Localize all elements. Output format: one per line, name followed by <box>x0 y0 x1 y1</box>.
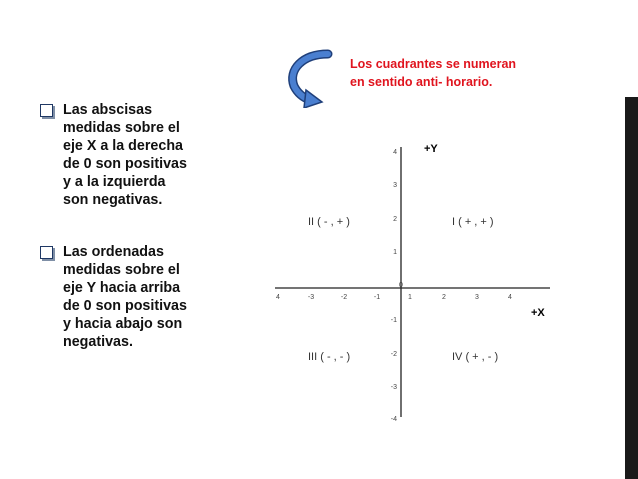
x-tick-label: -3 <box>307 294 315 301</box>
origin-label: 0 <box>399 282 403 289</box>
bullet-line: medidas sobre el <box>63 262 180 278</box>
bullet-line: de 0 son positivas <box>63 298 187 314</box>
bullet-line: de 0 son positivas <box>63 156 187 172</box>
bullet-line: Las abscisas <box>63 102 153 118</box>
bullet-line: y a la izquierda <box>63 174 166 190</box>
side-accent-dark <box>625 97 638 479</box>
bullet-line: y hacia abajo son <box>63 316 183 332</box>
quadrant-ii-label: II ( - , + ) <box>308 216 350 228</box>
quadrant-iv-label: IV ( + , - ) <box>452 351 499 363</box>
cartesian-plane <box>270 135 560 425</box>
bullet-line: Las ordenadas <box>63 244 164 260</box>
checkbox-bullet-icon <box>40 104 53 117</box>
quadrant-numbering-note <box>350 55 590 91</box>
bullet-list <box>40 101 240 385</box>
x-tick-label: 4 <box>508 294 512 301</box>
quadrant-iii-label: III ( - , - ) <box>308 351 351 363</box>
bullet-line: son negativas. <box>63 192 163 208</box>
checkbox-bullet-icon <box>40 246 53 259</box>
y-tick-label: 1 <box>393 249 397 256</box>
y-tick-label: -4 <box>390 416 397 423</box>
x-tick-label: -2 <box>340 294 348 301</box>
y-tick-label: 4 <box>393 149 397 156</box>
bullet-line: eje X a la derecha <box>63 138 184 154</box>
y-tick-label: -2 <box>390 351 397 358</box>
bullet-abscisas <box>40 101 240 209</box>
bullet-ordenadas <box>40 243 240 351</box>
x-tick-label: 2 <box>442 294 446 301</box>
y-tick-label: 3 <box>393 182 397 189</box>
bullet-line: negativas. <box>63 334 133 350</box>
x-tick-label: 3 <box>475 294 479 301</box>
quadrant-i-label: I ( + , + ) <box>452 216 494 228</box>
note-line: Los cuadrantes se numeran <box>350 57 517 71</box>
bullet-line: medidas sobre el <box>63 120 180 136</box>
x-axis-label: +X <box>531 307 545 319</box>
note-line: en sentido anti- horario. <box>350 75 493 89</box>
counterclockwise-arrow-icon <box>280 48 340 108</box>
y-tick-label: -1 <box>390 317 397 324</box>
y-tick-label: -3 <box>390 384 397 391</box>
x-tick-label: 4 <box>276 294 280 301</box>
side-accent-bar <box>625 0 638 479</box>
x-tick-label: 1 <box>408 294 412 301</box>
x-tick-label: -1 <box>373 294 381 301</box>
y-tick-label: 2 <box>393 216 397 223</box>
y-axis-label: +Y <box>424 143 438 155</box>
bullet-line: eje Y hacia arriba <box>63 280 181 296</box>
